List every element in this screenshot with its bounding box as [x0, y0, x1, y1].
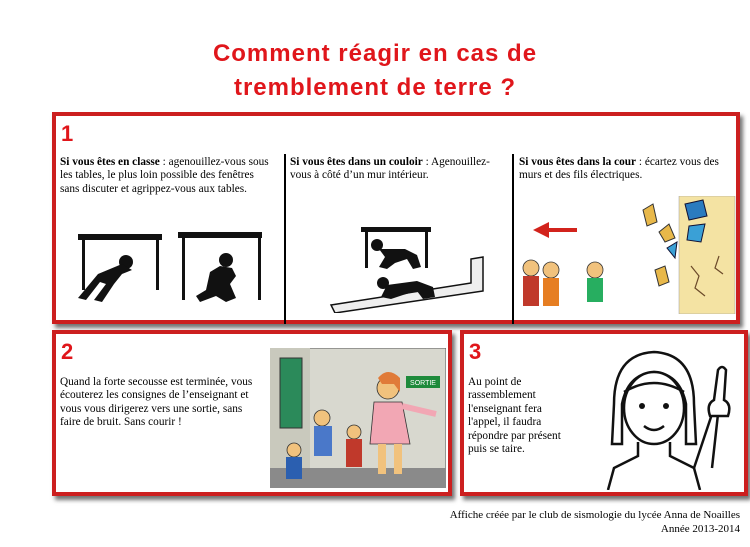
panel-3: [460, 330, 748, 496]
courtyard-illustration: [519, 196, 737, 314]
hallway-illustration: [321, 221, 501, 313]
column-divider-1: [284, 154, 286, 324]
footer-line-1: Affiche créée par le club de sismologie du lycée Anna de Noailles: [449, 509, 740, 521]
classroom-instruction: : agenouillez-vous sous les tables, le plus loin possible des fenêtres sans discuter et agrippez-vous aux tables.: [60, 156, 269, 195]
column-divider-2: [512, 154, 514, 324]
footer-line-2: Année 2013-2014: [660, 523, 740, 535]
panel-2-number: 2: [61, 339, 74, 364]
evacuation-illustration: [270, 348, 446, 488]
panel-3-number: 3: [469, 339, 482, 364]
classroom-illustration: [60, 224, 280, 314]
teacher-illustration: [594, 344, 744, 490]
exit-sign: SORTIE: [410, 380, 436, 387]
courtyard-lead: Si vous êtes dans la cour: [519, 156, 637, 168]
hallway-lead: Si vous êtes dans un couloir: [290, 156, 423, 168]
panel-1-classroom-text: [60, 156, 276, 196]
hallway-instruction: : Agenouillez-vous à côté d’un mur intérieur.: [290, 156, 490, 182]
poster-title-line-1: Comment réagir en cas de: [212, 40, 538, 67]
panel-2: [52, 330, 452, 496]
panel-1: [52, 112, 740, 324]
footer-credit: [450, 508, 740, 536]
poster-title-line-2: tremblement de terre ?: [233, 74, 517, 101]
panel-1-number: 1: [61, 121, 74, 146]
panel-1-hallway-text: [290, 156, 502, 183]
classroom-lead: Si vous êtes en classe: [60, 156, 160, 168]
panel-1-courtyard-text: [519, 156, 734, 183]
panel-2-text: Quand la forte secousse est terminée, vous écouterez les consignes de l’enseignant et vous vous dirigerez vers une sortie, sans faire de bruit. Sans courir !: [60, 376, 253, 429]
courtyard-instruction: : écartez vous des murs et des fils électriques.: [519, 156, 719, 182]
panel-3-text: Au point de rassemblement l'enseignant fera l'appel, il faudra répondre par présent puis se taire.: [468, 376, 561, 456]
